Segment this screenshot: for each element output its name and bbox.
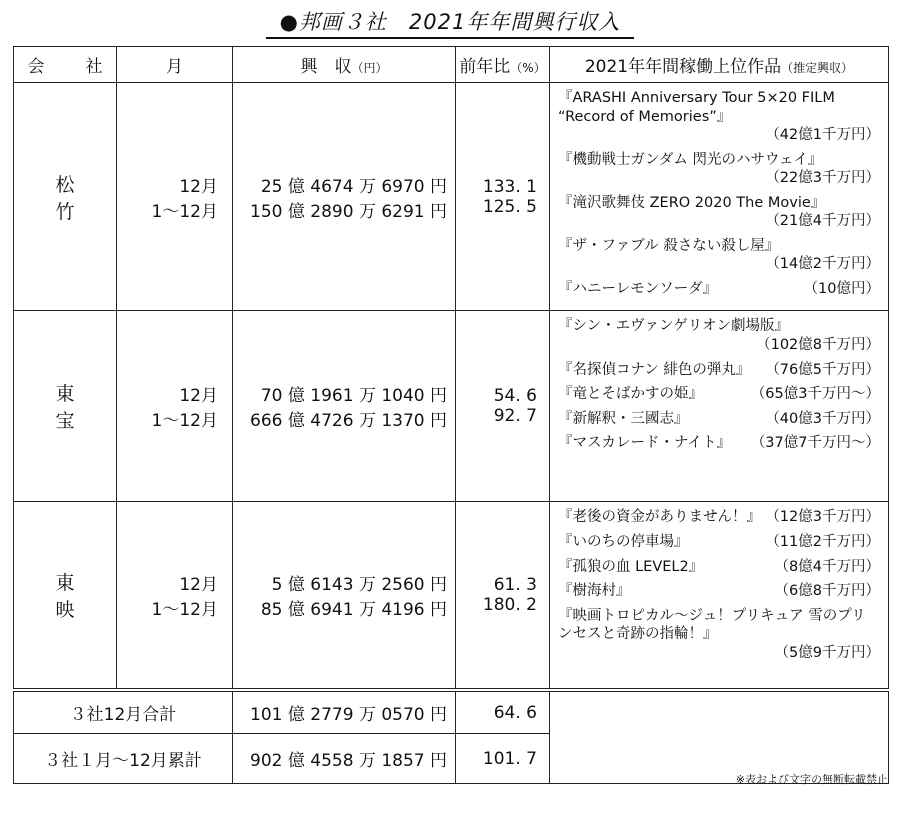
company-row-shochiku [14, 83, 889, 311]
month-year: 1～12月 [151, 600, 218, 621]
work-title: 『マスカレード・ナイト』 [558, 435, 731, 452]
work-title: 『名探偵コナン 緋色の弾丸』 [558, 361, 751, 378]
yoy-cell [456, 502, 550, 690]
work-amount: （8億4千万円） [774, 558, 880, 575]
works-cell [550, 311, 889, 502]
document-title [0, 6, 900, 39]
yoy-cell [456, 83, 550, 311]
company-name: 東 映 [14, 502, 117, 690]
header-yoy-unit: （%） [510, 61, 546, 75]
work-item [558, 280, 880, 299]
work-item [558, 607, 880, 663]
revenue-dec: 70 億 1961 万 1040 円 [260, 386, 447, 407]
revenue-table [13, 46, 889, 784]
works-cell [550, 83, 889, 311]
work-item [558, 317, 880, 354]
work-item [558, 151, 880, 188]
revenue-cell [233, 83, 456, 311]
empty-cell [550, 690, 889, 784]
work-title: 『映画トロピカル～ジュ！プリキュア 雪のプリンセスと奇跡の指輪！』 [558, 607, 866, 643]
header-yoy [456, 47, 550, 83]
header-works-unit: （推定興収） [781, 61, 854, 75]
header-month: 月 [117, 47, 233, 83]
yoy-dec: 61. 3 [493, 575, 537, 596]
work-item [558, 410, 880, 429]
revenue-year: 150 億 2890 万 6291 円 [250, 201, 447, 222]
month-cell [117, 311, 233, 502]
work-title: 『竜とそばかすの姫』 [558, 386, 703, 403]
work-amount: （76億5千万円） [765, 361, 880, 378]
total-label: ３社１月～12月累計 [14, 734, 233, 784]
work-item [558, 434, 880, 453]
header-works [550, 47, 889, 83]
work-amount: （10億円） [803, 280, 880, 297]
work-title: 『シン・エヴァンゲリオン劇場版』 [558, 318, 790, 335]
company-row-toho [14, 311, 889, 502]
month-cell [117, 502, 233, 690]
title-text: ●邦画３社 2021年年間興行収入 [266, 6, 635, 39]
work-amount: （12億3千万円） [765, 509, 880, 526]
total-revenue: 902 億 4558 万 1857 円 [233, 734, 456, 784]
work-item [558, 582, 880, 601]
work-amount: （22億3千万円） [765, 170, 880, 187]
work-title: 『孤狼の血 LEVEL2』 [558, 558, 704, 575]
month-dec: 12月 [179, 386, 218, 407]
month-dec: 12月 [179, 575, 218, 596]
work-title: 『いのちの停車場』 [558, 534, 689, 551]
work-amount: （5億9千万円） [774, 644, 880, 661]
copyright-note: ※表および文字の無断転載禁止 [735, 773, 888, 786]
works-cell [550, 502, 889, 690]
work-amount: （14億2千万円） [765, 256, 880, 273]
work-item [558, 558, 880, 577]
month-year: 1～12月 [151, 411, 218, 432]
yoy-year: 180. 2 [482, 595, 537, 616]
work-title: 『機動戦士ガンダム 閃光のハサウェイ』 [558, 151, 823, 168]
company-row-toei [14, 502, 889, 690]
work-amount: （21億4千万円） [765, 213, 880, 230]
work-title: 『樹海村』 [558, 583, 631, 600]
month-dec: 12月 [179, 176, 218, 197]
yoy-year: 92. 7 [493, 406, 537, 427]
work-title: 『ARASHI Anniversary Tour 5×20 FILM “Record of Memories”』 [558, 90, 835, 125]
work-title: 『ザ・ファブル 殺さない殺し屋』 [558, 237, 780, 254]
total-yoy: 101. 7 [456, 734, 550, 784]
work-title: 『老後の資金がありません！』 [558, 509, 761, 526]
work-item [558, 508, 880, 527]
revenue-year: 85 億 6941 万 4196 円 [260, 600, 447, 621]
total-revenue: 101 億 2779 万 0570 円 [233, 690, 456, 734]
month-cell [117, 83, 233, 311]
work-title: 『ハニーレモンソーダ』 [558, 280, 718, 297]
work-item [558, 237, 880, 274]
yoy-dec: 133. 1 [482, 176, 537, 197]
header-revenue-label: 興 収 [300, 57, 352, 77]
work-amount: （102億8千万円） [756, 337, 880, 354]
header-company: 会 社 [14, 47, 117, 83]
company-name: 東 宝 [14, 311, 117, 502]
total-row-december [14, 690, 889, 734]
yoy-dec: 54. 6 [493, 386, 537, 407]
header-row [14, 47, 889, 83]
revenue-cell [233, 502, 456, 690]
work-item [558, 194, 880, 231]
revenue-cell [233, 311, 456, 502]
total-label: ３社12月合計 [14, 690, 233, 734]
work-item [558, 385, 880, 404]
revenue-year: 666 億 4726 万 1370 円 [250, 411, 447, 432]
yoy-year: 125. 5 [482, 196, 537, 217]
revenue-dec: 25 億 4674 万 6970 円 [260, 176, 447, 197]
company-name: 松 竹 [14, 83, 117, 311]
work-title: 『滝沢歌舞伎 ZERO 2020 The Movie』 [558, 194, 826, 211]
work-item [558, 361, 880, 380]
work-item [558, 533, 880, 552]
header-revenue [233, 47, 456, 83]
work-amount: （6億8千万円） [774, 583, 880, 600]
total-yoy: 64. 6 [456, 690, 550, 734]
header-yoy-label: 前年比 [459, 57, 511, 77]
work-amount: （37億7千万円～） [750, 435, 880, 452]
work-item [558, 89, 880, 145]
work-amount: （42億1千万円） [765, 127, 880, 144]
header-revenue-unit: （円） [351, 61, 388, 75]
work-amount: （65億3千万円～） [750, 386, 880, 403]
revenue-dec: 5 億 6143 万 2560 円 [271, 575, 447, 596]
work-title: 『新解釈・三國志』 [558, 410, 689, 427]
month-year: 1～12月 [151, 201, 218, 222]
header-works-label: 2021年年間稼働上位作品 [584, 57, 782, 77]
work-amount: （40億3千万円） [765, 410, 880, 427]
yoy-cell [456, 311, 550, 502]
work-amount: （11億2千万円） [765, 534, 880, 551]
